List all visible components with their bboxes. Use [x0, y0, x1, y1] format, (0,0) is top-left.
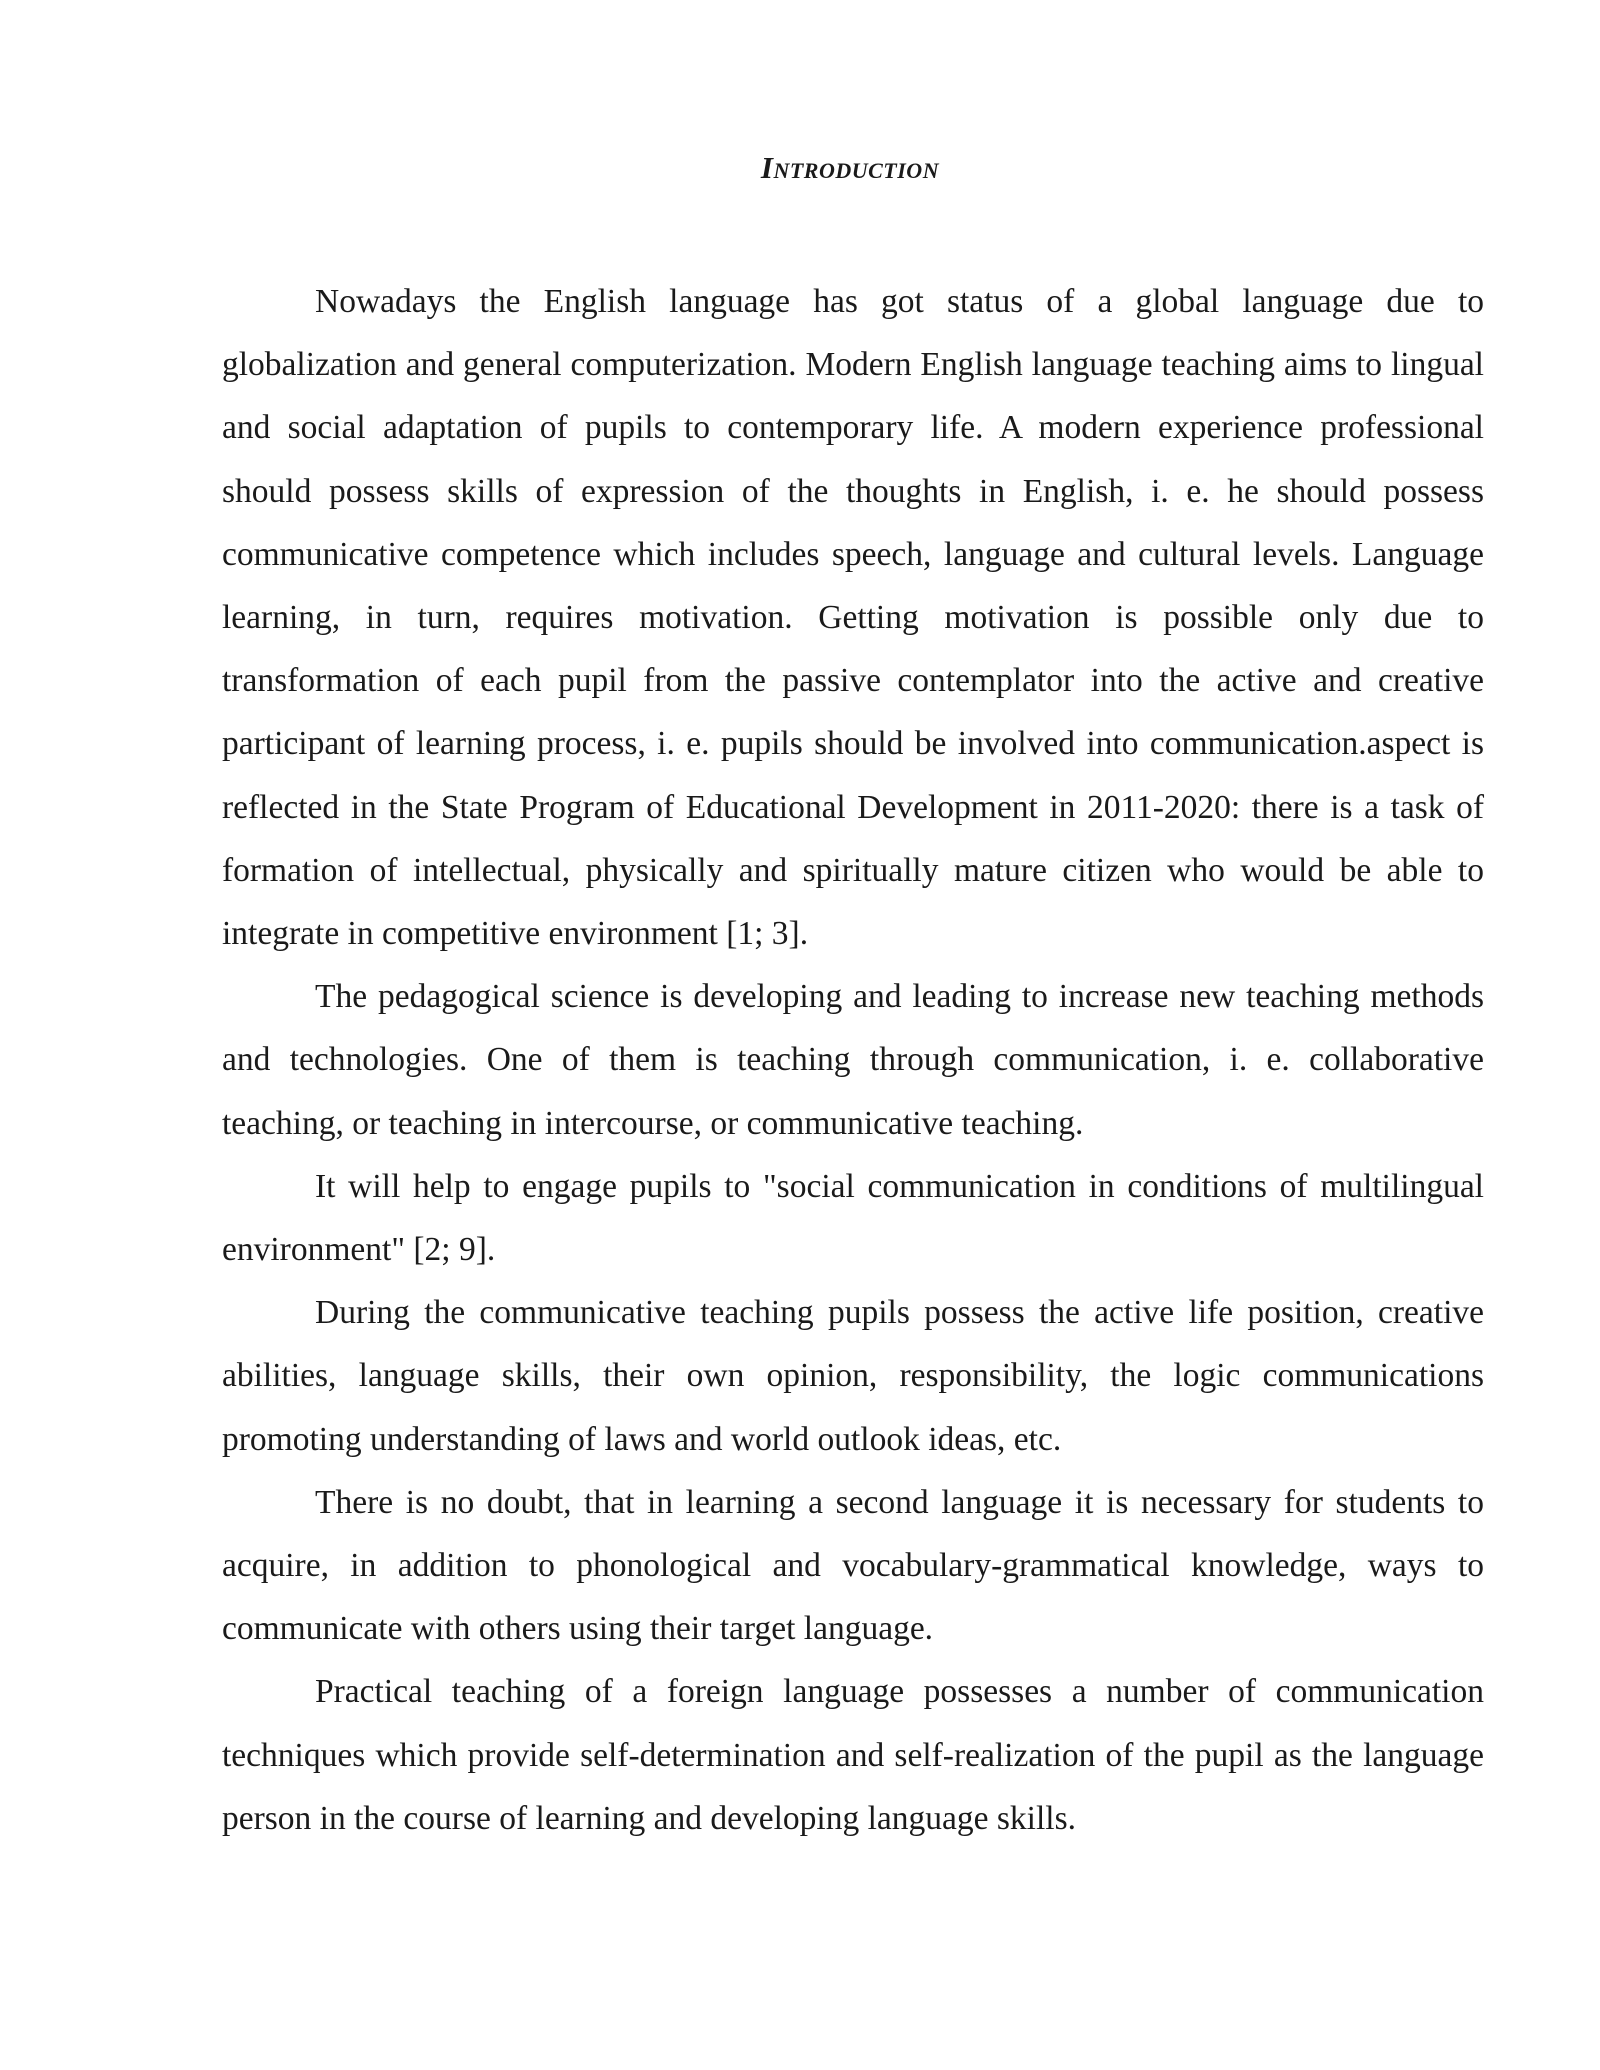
paragraph-3: It will help to engage pupils to "social communication in conditions of multilingual environment" [2; 9]. — [222, 1167, 1484, 1269]
body-text — [222, 270, 1484, 1850]
paragraph-1: Nowadays the English language has got status of a global language due to globalization and general computerization. Modern English language teaching aims to lingual and social adaptation of pupils to contemporary life. A modern experience professional should possess skills of expression of the thoughts in English, i. e. he should possess communicative competence which includes speech, language and cultural levels. Language learning, in turn, requires motivation. Getting motivation is possible only due to transformation of each pupil from the passive contemplator into the active and creative participant of learning process, i. e. pupils should be involved into communication.aspect is reflected in the State Program of Educational Development in 2011-2020: there is a task of formation of intellectual, physically and spiritually mature citizen who would be able to integrate in competitive environment [1; 3]. — [222, 283, 1484, 953]
paragraph-6: Practical teaching of a foreign language possesses a number of communication techniques which provide self-determination and self-realization of the pupil as the language person in the course of learning and developing language skills. — [222, 1673, 1484, 1837]
paragraph-2: The pedagogical science is developing and leading to increase new teaching methods and technologies. One of them is teaching through communication, i. e. collaborative teaching, or teaching in intercourse, or communicative teaching. — [222, 978, 1484, 1142]
paragraph-5: There is no doubt, that in learning a second language it is necessary for students to acquire, in addition to phonological and vocabulary-grammatical knowledge, ways to communicate with others using their target language. — [222, 1483, 1484, 1648]
paragraph-4: During the communicative teaching pupils possess the active life position, creative abilities, language skills, their own opinion, responsibility, the logic communications promoting understanding of laws and world outlook ideas, etc. — [222, 1294, 1484, 1458]
section-heading: Introduction — [760, 150, 940, 185]
